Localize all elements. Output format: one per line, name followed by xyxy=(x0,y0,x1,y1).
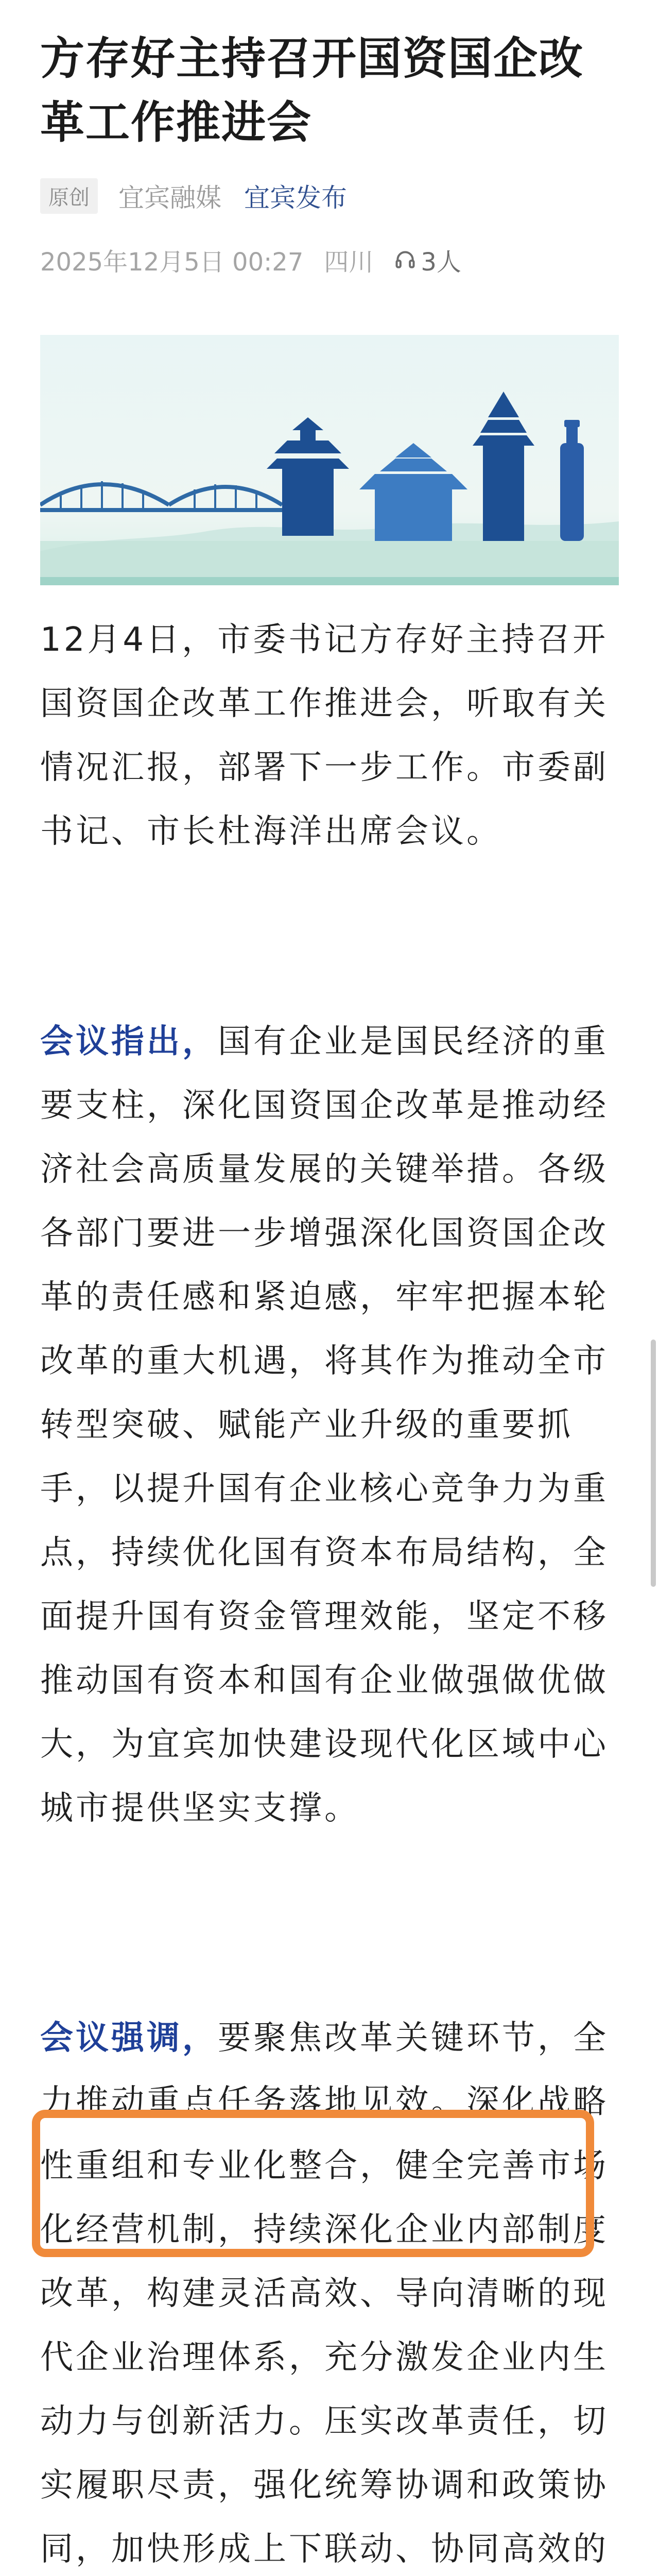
source-name: 宜宾融媒 xyxy=(118,183,221,213)
paragraph-2-lead: 会议指出， xyxy=(40,1023,218,1061)
publish-location: 四川 xyxy=(324,247,374,277)
city-skyline-illustration xyxy=(40,335,619,585)
paragraph-2-text: 国有企业是国民经济的重要支柱，深化国资国企改革是推动经济社会高质量发展的关键举措。各级各部门要进一步增强深化国资国企改革的责任感和紧迫感，牢牢把握本轮改革的重大机遇，将其作为推动全市转型突破、赋能产业升级的重要抓手，以提升国有企业核心竞争力为重点，持续优化国有资本布局结构，全面提升国有资金管理效能，坚定不移推动国有资本和国有企业做强做优做大，为宜宾加快建设现代化区域中心城市提供坚实支撑。 xyxy=(40,1023,609,1827)
paragraph-3-text: 要聚焦改革关键环节，全力推动重点任务落地见效。深化战略性重组和专业化整合，健全完善市场化经营机制，持续深化企业内部制度改革，构建灵活高效、导向清晰的现代企业治理体系，充分激发企业内生动力与创新活力。压实改革责任，切实履职尽责，强化统筹协调和政策协同，加快形成上下联动、协同高效的 xyxy=(40,2019,609,2568)
article-meta xyxy=(40,175,347,216)
paragraph-2 xyxy=(40,1010,619,1840)
banner-image xyxy=(40,335,619,585)
article-info xyxy=(40,239,502,280)
scrollbar-thumb[interactable] xyxy=(651,1340,656,1587)
paragraph-1: 12月4日，市委书记方存好主持召开国资国企改革工作推进会，听取有关情况汇报，部署下一步工作。市委副书记、市长杜海洋出席会议。 xyxy=(40,621,609,851)
paragraph-3 xyxy=(40,2006,619,2576)
account-link[interactable]: 宜宾发布 xyxy=(244,183,347,213)
highlight-annotation-box xyxy=(32,2110,594,2257)
publish-date: 2025年12月5日 00:27 xyxy=(40,247,304,277)
listen-button[interactable] xyxy=(394,242,482,278)
article-title: 方存好主持召开国资国企改革工作推进会 xyxy=(40,33,584,148)
listener-count: 3人 xyxy=(421,247,461,277)
headphones-icon xyxy=(394,248,417,271)
original-tag: 原创 xyxy=(40,178,98,214)
paragraph-3-lead: 会议强调， xyxy=(40,2019,218,2057)
